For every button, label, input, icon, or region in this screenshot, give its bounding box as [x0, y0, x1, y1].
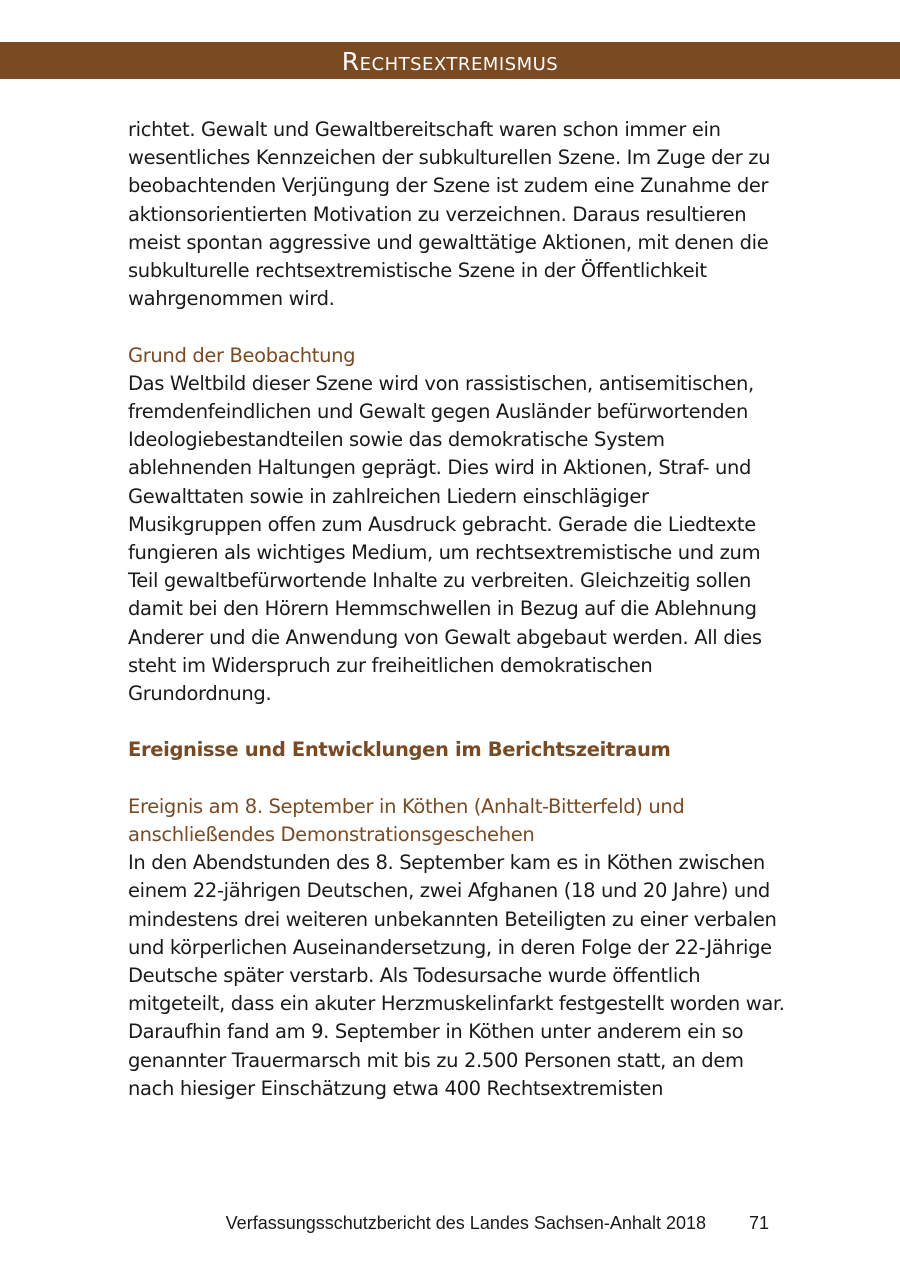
chapter-title: Rechtsextremismus [341, 47, 559, 76]
subsection-paragraph-koethen-2: Daraufhin fand am 9. September in Köthen unter anderem ein so genannter Trauermarsch mit bis zu 2.500 Personen statt, an dem nach hiesiger Einschätzung etwa 400 Rechtsextremisten [128, 1020, 744, 1100]
paragraph-spacer [128, 708, 788, 736]
intro-paragraph: richtet. Gewalt und Gewaltbereitschaft waren schon immer ein wesentliches Kennzeichen der subkulturellen Szene. Im Zuge der zu beobachtenden Verjüngung der Szene ist zudem eine Zunahme der aktionsorientierten Motivation zu verzeichnen. Daraus resultieren meist spontan aggressive und gewalttätige Aktionen, mit denen die subkulturelle rechtsextremistische Szene in der Öffentlichkeit wahrgenommen wird. [128, 118, 771, 311]
section-paragraph-grund-der-beobachtung: Das Weltbild dieser Szene wird von rassistischen, antisemitischen, fremdenfeindlichen und Gewalt gegen Ausländer befürwortenden Ideologiebestandteilen sowie das demokratische System ablehnenden Haltungen geprägt. Dies wird in Aktionen, Straf- und Gewalttaten sowie in zahlreichen Liedern einschlägiger Musikgruppen offen zum Ausdruck gebracht. Gerade die Liedtexte fungieren als wichtiges Medium, um rechtsextremistische und zum Teil gewaltbefürwortende Inhalte zu verbreiten. Gleichzeitig sollen damit bei den Hörern Hemmschwellen in Bezug auf die Ablehnung Anderer und die Anwendung von Gewalt abgebaut werden. All dies steht im Widerspruch zur freiheitlichen demokratischen Grundordnung. [128, 371, 762, 706]
paragraph-spacer [128, 765, 788, 793]
footer-publication-title: Verfassungsschutzbericht des Landes Sachsen-Anhalt 2018 [225, 1213, 706, 1233]
section-heading-grund-der-beobachtung: Grund der Beobachtung [128, 343, 356, 367]
page-content [128, 116, 788, 1103]
subsection-paragraph-koethen-1: In den Abendstunden des 8. September kam es in Köthen zwischen einem 22-jährigen Deutschen, zwei Afghanen (18 und 20 Jahre) und mindestens drei weiteren unbekannten Beteiligten zu einer verbalen und körperlichen Auseinandersetzung, in deren Folge der 22-Jährige Deutsche später verstarb. Als Todesursache wurde öffentlich mitgeteilt, dass ein akuter Herzmuskelinfarkt festgestellt worden war. [128, 851, 785, 1016]
paragraph-spacer [128, 313, 788, 341]
page-footer [0, 1213, 900, 1241]
page-number: 71 [749, 1213, 770, 1233]
section-heading-ereignisse: Ereignisse und Entwicklungen im Berichtszeitraum [128, 738, 671, 762]
chapter-header-bar [0, 42, 900, 79]
subsection-heading-koethen: Ereignis am 8. September in Köthen (Anhalt-Bitterfeld) und anschließendes Demonstrationsgeschehen [128, 794, 685, 847]
